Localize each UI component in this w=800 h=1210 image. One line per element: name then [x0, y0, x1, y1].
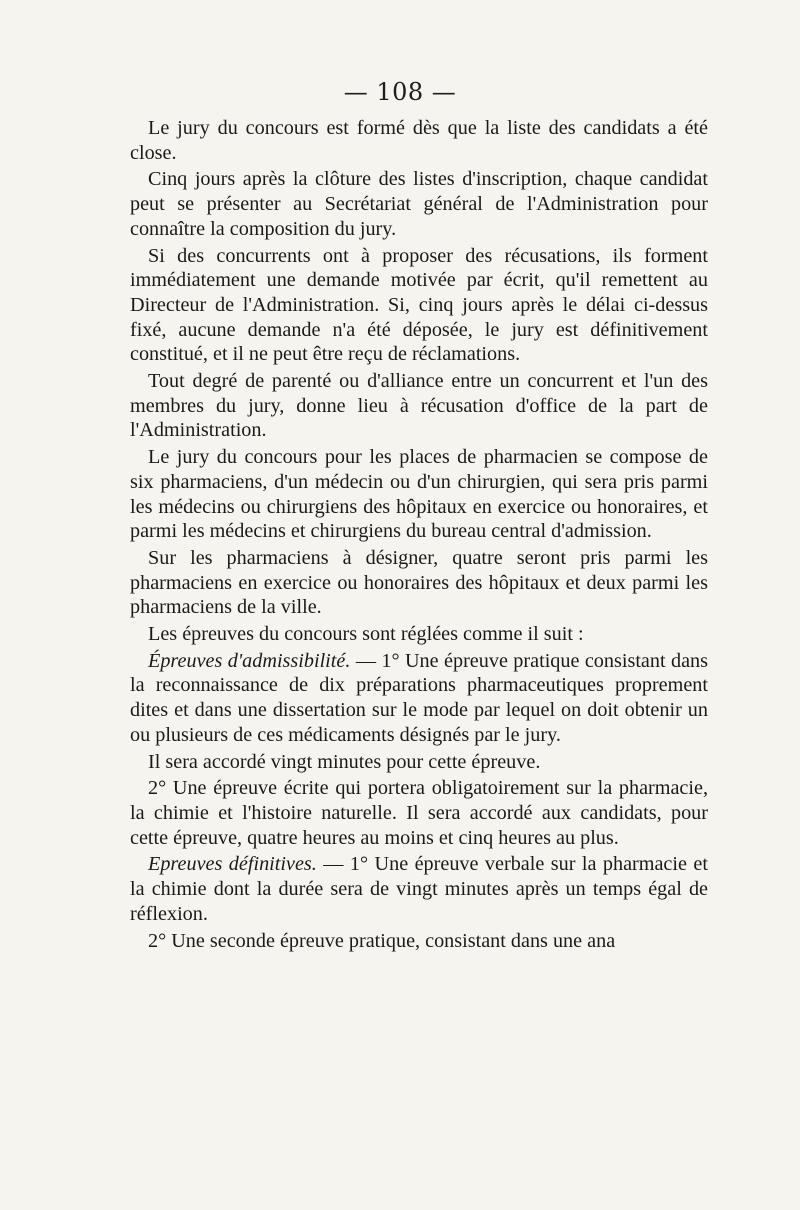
paragraph-recusations: Si des concurrents ont à proposer des récusations, ils forment immédiatement une demande motivée par écrit, qu'il remettent au Directeur de l'Administration. Si, cinq jours après le délai ci-dessus fixé, aucune demande n'a été déposée, le jury est définitivement constitué, et il ne peut être reçu de réclamations.: [130, 244, 708, 366]
paragraph-exams-intro: Les épreuves du concours sont réglées comme il suit :: [148, 623, 584, 646]
paragraph-admissibility-exams: [130, 649, 708, 748]
definitive-text: — 1° Une épreuve verbale sur la pharmacie et la chimie dont la durée sera de vingt minutes après un temps égal de réflexion.: [130, 853, 708, 925]
paragraph-pharmacist-jury: Le jury du concours pour les places de pharmacien se compose de six pharmaciens, d'un médecin ou d'un chirurgien, qui sera pris parmi les médecins ou chirurgiens des hôpitaux en exercice ou honoraires, et parmi les médecins et chirurgiens du bureau central d'admission.: [130, 446, 708, 543]
paragraph-jury-composition-notice: Cinq jours après la clôture des listes d'inscription, chaque candidat peut se présenter au Secrétariat général de l'Administration pour connaître la composition du jury.: [130, 168, 708, 240]
paragraph-written-exam: 2° Une épreuve écrite qui portera obligatoirement sur la pharmacie, la chimie et l'histoire naturelle. Il sera accordé aux candidats, pour cette épreuve, quatre heures au moins et cinq heures au plus.: [130, 777, 708, 849]
page-body: [130, 116, 708, 953]
definitive-heading: Epreuves définitives.: [148, 853, 317, 876]
paragraph-jury-formation: Le jury du concours est formé dès que la liste des candidats a été close.: [130, 117, 708, 164]
page-number: — 108 —: [343, 78, 457, 106]
paragraph-kinship-recusation: Tout degré de parenté ou d'alliance entre un concurrent et l'un des membres du jury, donne lieu à récusation d'office de la part de l'Administration.: [130, 370, 708, 442]
admissibility-text: — 1° Une épreuve pratique consistant dans la reconnaissance de dix préparations pharmaceutiques proprement dites et dans une dissertation sur le mode par lequel on doit obtenir un ou plusieurs de ces médicaments désignés par le jury.: [130, 649, 708, 746]
paragraph-definitive-exams: [130, 852, 708, 926]
paragraph-practical-time: Il sera accordé vingt minutes pour cette épreuve.: [148, 750, 541, 773]
paragraph-second-practical: 2° Une seconde épreuve pratique, consistant dans une ana: [148, 929, 616, 952]
paragraph-pharmacist-selection: Sur les pharmaciens à désigner, quatre seront pris parmi les pharmaciens en exercice ou honoraires des hôpitaux et deux parmi les pharmaciens de la ville.: [130, 546, 708, 619]
admissibility-heading: Épreuves d'admissibilité.: [148, 649, 351, 672]
